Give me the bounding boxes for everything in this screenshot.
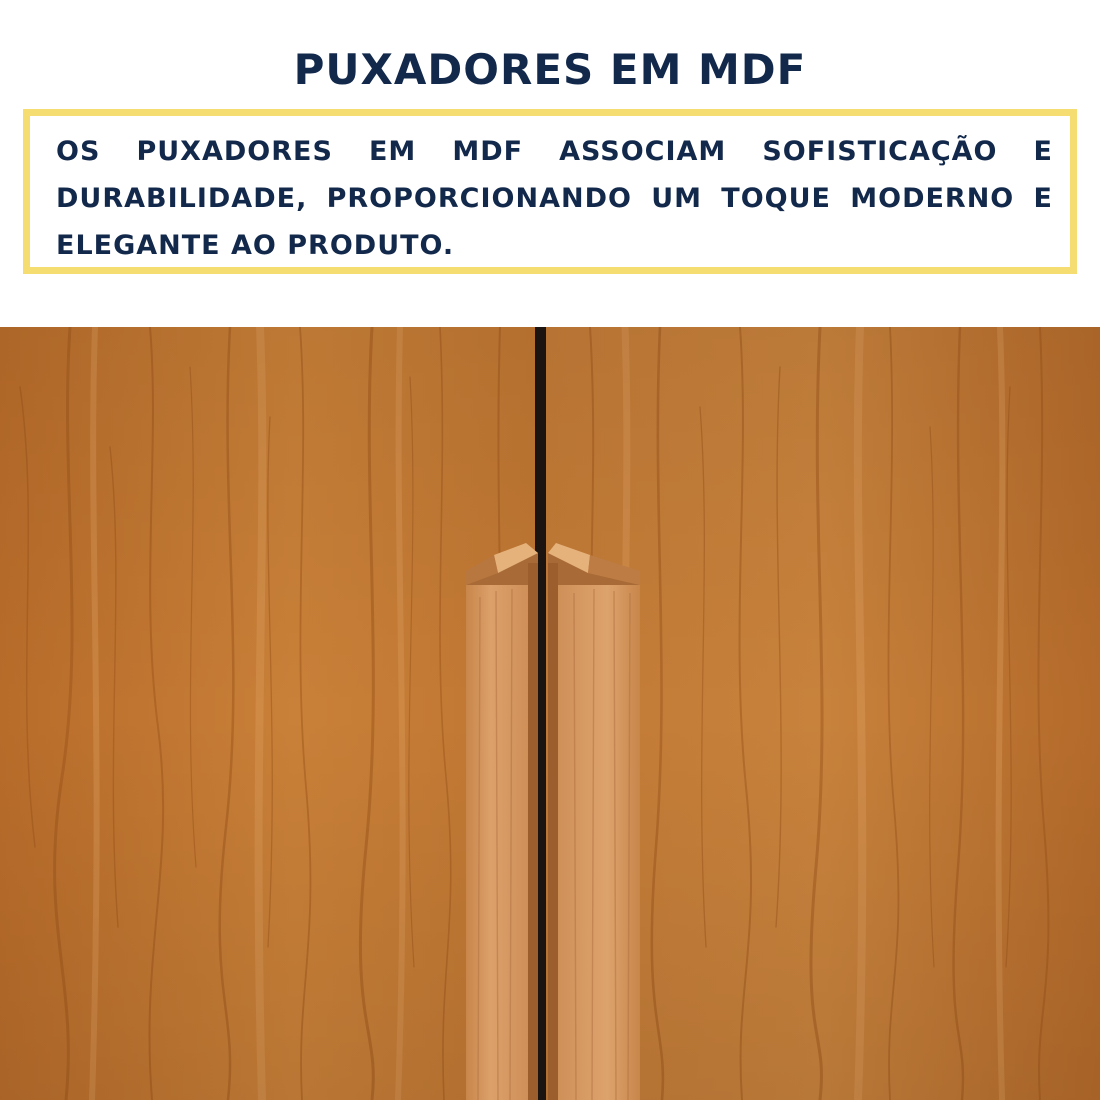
product-photo <box>0 327 1100 1100</box>
description-box <box>23 109 1077 274</box>
left-handle <box>466 543 538 1100</box>
wooden-doors-illustration <box>0 327 1100 1100</box>
right-handle <box>548 543 640 1100</box>
description-text: OS PUXADORES EM MDF ASSOCIAM SOFISTICAÇÃO E DURABILIDADE, PROPORCIONANDO UM TOQUE MODERNO E ELEGANTE AO PRODUTO. <box>56 136 1053 261</box>
page-title: PUXADORES EM MDF <box>293 45 807 94</box>
